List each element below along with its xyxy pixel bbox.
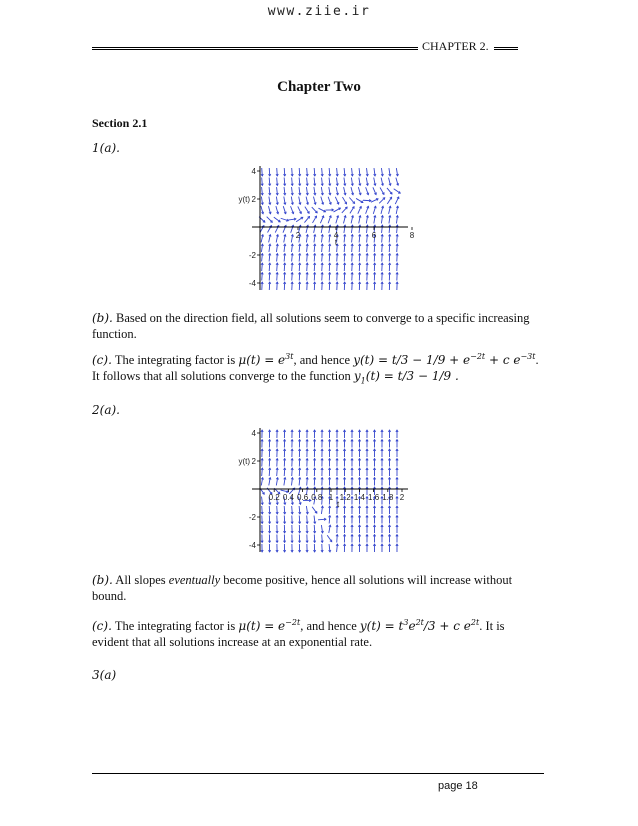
field-arrow	[342, 197, 346, 204]
y-tick-label: 2	[251, 195, 256, 204]
y-tick-label: -4	[248, 279, 256, 288]
y-axis-label: y(t)	[238, 457, 250, 466]
x-tick-label: 1	[328, 493, 334, 502]
problem-2c-paragraph: (c). The integrating factor is $\mu(t) = e^{-2t}$, and hence $y(t) = t^3e^{2t}/3 + c$ $e^{2t}$. It is evident that all solutions increase at an exponential rate.	[92, 618, 505, 650]
y-tick-label: 4	[251, 429, 256, 438]
header-rule-left	[92, 47, 418, 50]
page-number: page 18	[438, 780, 478, 792]
chapter-title: Chapter Two	[277, 79, 361, 95]
chapter-header: CHAPTER 2.	[422, 39, 489, 53]
x-tick-label: 1.4	[353, 493, 365, 502]
x-tick-label: 0.4	[282, 493, 294, 502]
watermark: www.ziie.ir	[267, 4, 371, 19]
header-rule-right	[494, 47, 518, 50]
direction-field-plot-2	[222, 422, 412, 557]
y-tick-label: -4	[248, 541, 256, 550]
problem-1b-paragraph: (b). Based on the direction field, all solutions seem to converge to a specific increasing function.	[92, 311, 530, 341]
field-arrow	[305, 207, 309, 214]
x-tick-label: 2	[295, 231, 301, 240]
x-axis-label: t	[336, 500, 340, 509]
field-arrow	[312, 216, 316, 223]
x-tick-label: 0.6	[297, 493, 309, 502]
y-tick-label: -2	[248, 251, 256, 260]
field-arrow	[349, 197, 354, 203]
section-heading: Section 2.1	[92, 116, 148, 130]
x-tick-label: 4	[333, 231, 339, 240]
problem-1a-label: 1(a).	[92, 141, 120, 155]
x-tick-label: 6	[371, 231, 377, 240]
field-arrow	[342, 207, 347, 213]
x-tick-label: 1.2	[339, 493, 351, 502]
x-tick-label: 1.8	[382, 493, 394, 502]
field-arrow	[387, 197, 391, 204]
y-tick-label: 4	[251, 167, 256, 176]
field-arrow	[350, 207, 354, 214]
field-arrow	[296, 217, 303, 221]
problem-3a-label: 3(a)	[92, 668, 117, 682]
field-arrow	[312, 207, 318, 213]
x-tick-label: 2	[399, 493, 405, 502]
problem-1c-paragraph: (c). The integrating factor is $\mu(t) = e^{3t}$, and hence $y(t) = t/3 - 1/9 + e^{-2t} + c$ $e^{-3t}$. It follows that all solutions converge to the function $y_1(t) = t/3 - 1/9$ .	[92, 352, 539, 386]
x-tick-label: 0.2	[268, 493, 280, 502]
x-tick-label: 8	[409, 231, 415, 240]
direction-field-plot-1	[222, 160, 415, 295]
field-arrow	[267, 217, 273, 223]
field-arrow	[274, 217, 280, 222]
y-tick-label: -2	[248, 513, 256, 522]
field-arrow	[334, 208, 341, 212]
field-arrow	[379, 198, 385, 204]
y-axis-label: y(t)	[238, 195, 250, 204]
field-arrow	[327, 535, 332, 542]
x-tick-label: 0.8	[311, 493, 323, 502]
problem-2a-label: 2(a).	[92, 403, 120, 417]
problem-2b-paragraph: (b). All slopes eventually become positive, hence all solutions will increase without bound.	[92, 573, 513, 603]
x-tick-label: 1.6	[368, 493, 380, 502]
field-arrow	[394, 189, 401, 194]
x-axis-label: t	[334, 238, 338, 247]
field-arrow	[380, 188, 384, 195]
y-tick-label: 2	[251, 457, 256, 466]
field-arrow	[312, 507, 317, 513]
field-arrow	[387, 188, 392, 194]
field-arrow	[356, 198, 363, 202]
field-arrow	[304, 216, 309, 222]
footer-rule	[92, 773, 544, 774]
